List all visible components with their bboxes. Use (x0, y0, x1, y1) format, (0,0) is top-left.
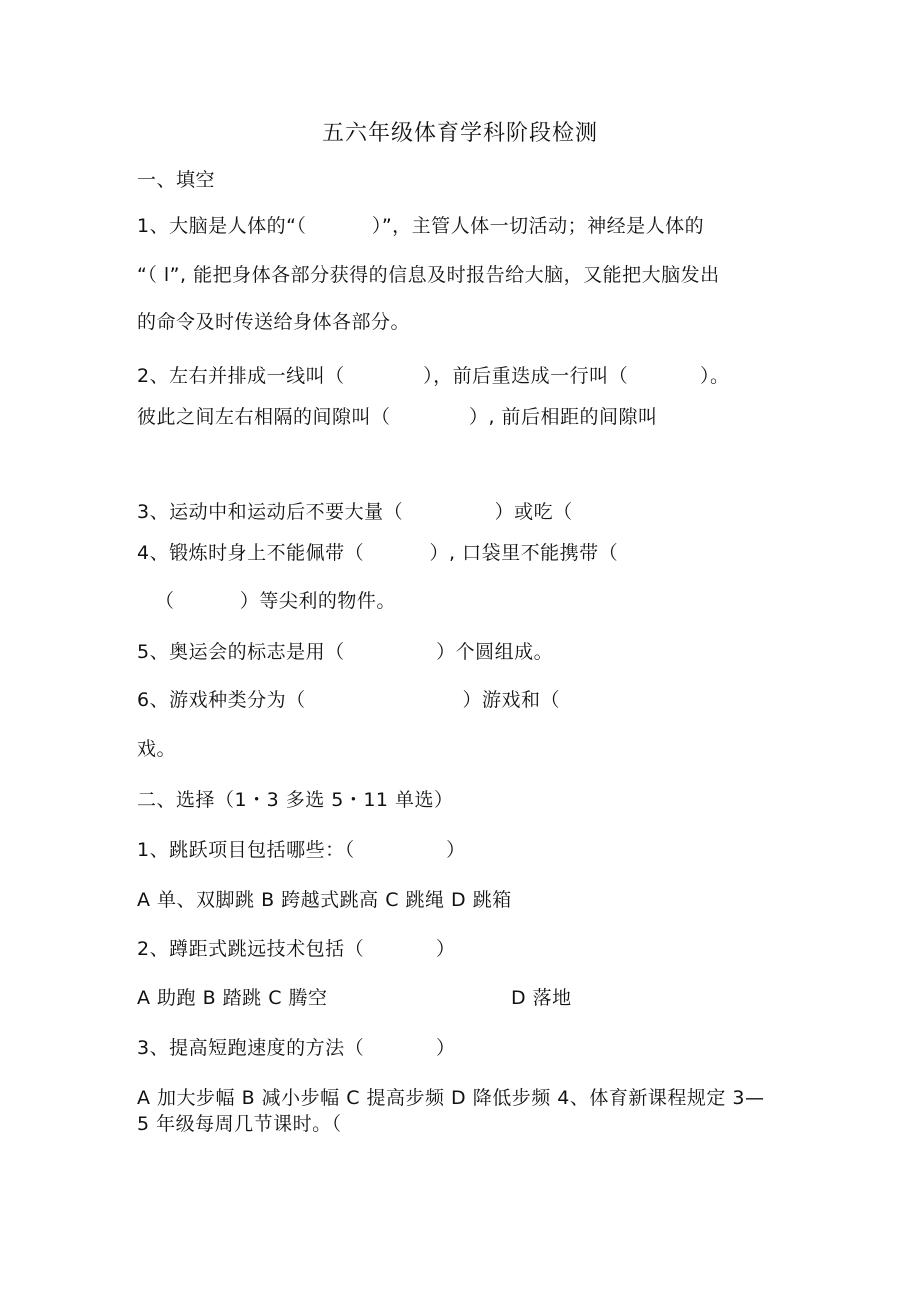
question-2-2-options-right: D 落地 (511, 987, 572, 1009)
question-1-2-line-1: 2、左右并排成一线叫（ ），前后重迭成一行叫（ ）。 (137, 365, 730, 387)
question-2-1: 1、跳跃项目包括哪些：（ ） (137, 839, 466, 861)
question-2-1-options: A 单、双脚跳 B 跨越式跳高 C 跳绳 D 跳箱 (137, 889, 512, 911)
question-1-3: 3、运动中和运动后不要大量（ ）或吃（ (137, 501, 573, 523)
question-2-2: 2、蹲距式跳远技术包括（ ） (137, 938, 456, 960)
question-1-2-line-2: 彼此之间左右相隔的间隙叫（ ）, 前后相距的间隙叫 (137, 406, 658, 428)
question-1-4-line-2: （ ）等尖利的物件。 (155, 590, 396, 612)
document-title: 五六年级体育学科阶段检测 (321, 121, 598, 146)
question-2-3-options: A 加大步幅 B 减小步幅 C 提高步频 D 降低步频 4、体育新课程规定 3— (137, 1087, 765, 1109)
question-2-4-continuation: 5 年级每周几节课时。（ (137, 1113, 342, 1135)
question-1-6-line-2: 戏。 (137, 738, 177, 760)
question-1-1-line-1: 1、大脑是人体的“（ ）”，主管人体一切活动；神经是人体的 (137, 215, 705, 237)
question-1-1-line-3: 的命令及时传送给身体各部分。 (137, 311, 411, 333)
section-1-heading: 一、填空 (137, 169, 216, 191)
question-1-5: 5、奥运会的标志是用（ ）个圆组成。 (137, 641, 554, 663)
question-2-2-options-left: A 助跑 B 踏跳 C 腾空 (137, 987, 328, 1009)
question-1-1-line-2: “（ l”, 能把身体各部分获得的信息及时报告给大脑，又能把大脑发出 (137, 264, 720, 286)
question-2-3: 3、提高短跑速度的方法（ ） (137, 1037, 456, 1059)
question-1-6-line-1: 6、游戏种类分为（ ）游戏和（ (137, 689, 561, 711)
question-1-4-line-1: 4、锻炼时身上不能佩带（ ）, 口袋里不能携带（ (137, 542, 619, 564)
section-2-heading: 二、选择（1・3 多选 5・11 单选） (137, 789, 454, 811)
